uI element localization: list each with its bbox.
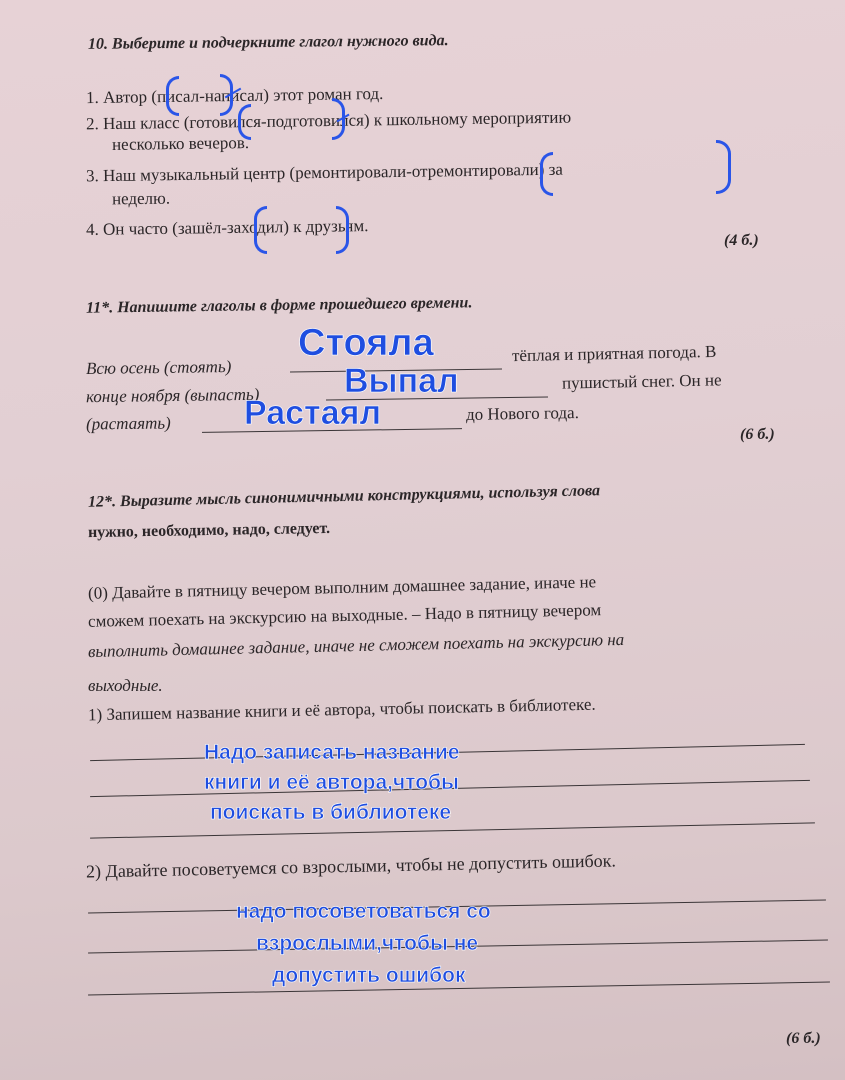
handwritten-answer-12-2-line-2: взрослыми,чтобы не [256,932,479,955]
task11-title: 11*. Напишите глаголы в форме прошедшего времени. [85,294,473,317]
task12-title: 12*. Выразите мысль синонимичными конструкциями, используя слова [87,482,601,511]
task10-score: (4 б.) [724,232,759,249]
handwritten-answer-12-2-line-3: допустить ошибок [272,964,466,987]
task12-score: (6 б.) [786,1030,821,1047]
handwritten-answer-1: Стояла [298,322,434,364]
task10-item-2-cont: несколько вечеров. [111,133,250,154]
task12-question-1: 1) Запишем название книги и её автора, чтобы поискать в библиотеке. [87,694,596,725]
handwritten-answer-12-1-line-1: Надо записать название [204,741,460,764]
hand-bracket-icon [254,206,267,254]
task12-words: нужно, необходимо, надо, следует. [87,519,331,542]
hand-bracket-icon [540,152,553,196]
handwritten-answer-12-1-line-3: поискать в библиотеке [210,801,452,824]
answer-line [90,822,815,838]
hand-bracket-icon [716,140,731,194]
task11-line1-start: Всю осень (стоять) [85,356,232,379]
task10-item-3-cont: неделю. [111,188,171,209]
hand-bracket-icon [336,206,349,254]
task12-question-2: 2) Давайте посоветуемся со взрослыми, чтобы не допустить ошибок. [85,850,617,882]
task11-score: (6 б.) [740,426,775,443]
handwritten-answer-2: Выпал [344,362,459,400]
handwritten-answer-12-1-line-2: книги и её автора,чтобы [204,771,459,794]
task10-item-1: 1. Автор (писал-написал) этот роман год. [85,83,384,108]
task11-line2-start: конце ноября (выпасть) [85,384,260,407]
handwritten-answer-3: Растаял [244,394,382,432]
task11-line3-start: (растаять) [85,413,171,434]
task10-item-4: 4. Он часто (зашёл-заходил) к друзьям. [85,216,369,239]
task12-example-line-1: (0) Давайте в пятницу вечером выполним домашнее задание, иначе не [87,572,597,603]
task11-line3-end: до Нового года. [465,403,580,424]
task12-example-line-3: выполнить домашнее задание, иначе не сможем поехать на экскурсию на [87,629,625,662]
task12-example-line-4: выходные. [88,676,163,695]
task12-example-line-2: сможем поехать на экскурсию на выходные. – Надо в пятницу вечером [87,600,602,631]
task10-item-2: 2. Наш класс (готовился-подготовился) к школьному мероприятию [85,107,572,134]
task10-item-3: 3. Наш музыкальный центр (ремонтировали-отремонтировали) за [85,159,564,186]
task11-line2-end: пушистый снег. Он не [561,370,722,393]
task11-line1-end: тёплая и приятная погода. В [511,341,717,366]
handwritten-answer-12-2-line-1: надо посоветоваться со [236,900,491,923]
task10-title: 10. Выберите и подчеркните глагол нужного вида. [87,32,449,53]
hand-bracket-icon [166,76,179,116]
hand-bracket-icon [238,104,251,140]
